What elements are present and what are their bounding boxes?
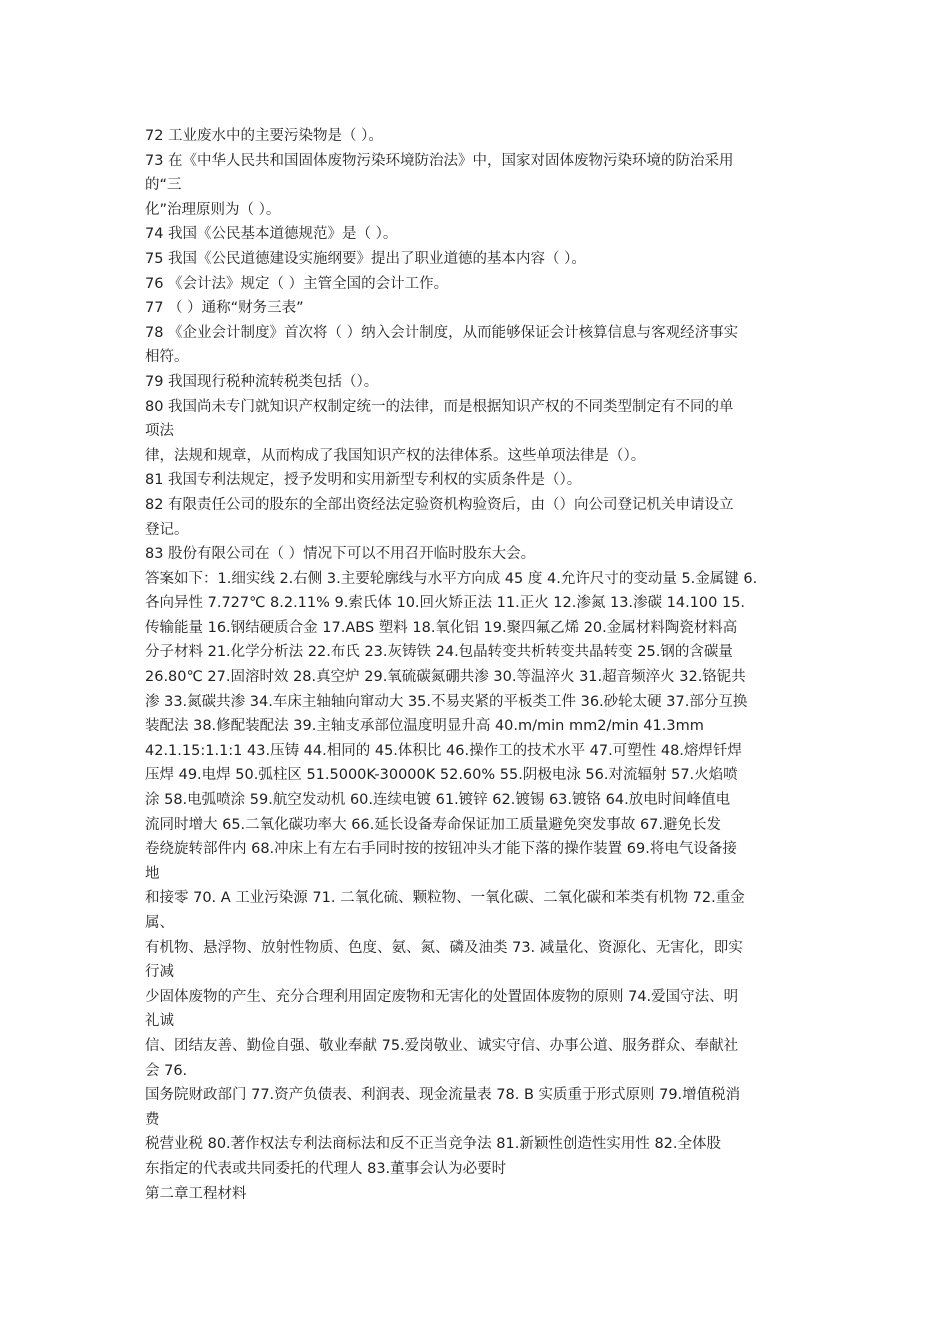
- answer-line: 会 76.: [145, 1062, 188, 1079]
- answer-line: 各向异性 7.727℃ 8.2.11% 9.索氏体 10.回火矫正法 11.正火 12.渗氮 13.渗碳 14.100 15.: [145, 595, 746, 612]
- answer-line: 属、: [145, 915, 174, 931]
- answer-line: 卷绕旋转部件内 68.冲床上有左右手同时按的按钮冲头才能下落的操作装置 69.将电气设备接: [145, 841, 737, 858]
- answer-line: 行减: [145, 964, 174, 981]
- text-line: 73 在《中华人民共和国固体废物污染环境防治法》中，国家对固体废物污染环境的防治采用: [145, 152, 734, 169]
- answer-line: 礼诚: [145, 1013, 174, 1030]
- answer-line: 流同时增大 65.二氧化碳功率大 66.延长设备寿命保证加工质量避免突发事故 67.避免长发: [145, 816, 722, 833]
- answer-line: 42.1.15:1.1:1 43.压铸 44.相同的 45.体积比 46.操作工的技术水平 47.可塑性 48.熔焊钎焊: [145, 742, 742, 759]
- answer-line: 26.80℃ 27.固溶时效 28.真空炉 29.氧硫碳氮硼共渗 30.等温淬火 31.超音频淬火 32.铬铌共: [145, 669, 746, 686]
- text-line: 82 有限责任公司的股东的全部出资经法定验资机构验资后，由（）向公司登记机关申请设立: [145, 496, 734, 513]
- text-line: 83 股份有限公司在（ ）情况下可以不用召开临时股东大会。: [145, 546, 536, 563]
- answer-line: 传输能量 16.钢结硬质合金 17.ABS 塑料 18.氧化铝 19.聚四氟乙烯 20.金属材料陶瓷材料高: [145, 619, 738, 636]
- text-line: 化”治理原则为（ ）。: [145, 201, 281, 218]
- text-line: 77 （ ）通称“财务三表”: [145, 300, 304, 317]
- answer-line: 少固体废物的产生、充分合理利用固定废物和无害化的处置固体废物的原则 74.爱国守法、明: [145, 988, 739, 1005]
- text-line: 75 我国《公民道德建设实施纲要》提出了职业道德的基本内容（ ）。: [145, 250, 586, 267]
- answer-line: 地: [145, 865, 160, 882]
- answer-line: 分子材料 21.化学分析法 22.布氏 23.灰铸铁 24.包晶转变共析转变共晶转变 25.钢的含碳量: [145, 644, 733, 661]
- answer-line: 答案如下：1.细实线 2.右侧 3.主要轮廓线与水平方向成 45 度 4.允许尺寸的变动量 5.金属键 6.: [145, 570, 758, 587]
- answer-line: 信、团结友善、勤俭自强、敬业奉献 75.爱岗敬业、诚实守信、办事公道、服务群众、奉献社: [145, 1037, 739, 1054]
- text-line: 登记。: [145, 521, 189, 538]
- answer-line: 有机物、悬浮物、放射性物质、色度、氨、氮、磷及油类 73. 减量化、资源化、无害化，即实: [145, 939, 743, 956]
- text-line: 项法: [145, 423, 174, 440]
- answer-line: 费: [145, 1111, 160, 1128]
- text-line: 72 工业废水中的主要污染物是（ ）。: [145, 128, 383, 144]
- text-line: 76 《会计法》规定（ ）主管全国的会计工作。: [145, 275, 449, 292]
- text-line: 相符。: [145, 349, 189, 366]
- text-line: 律，法规和规章，从而构成了我国知识产权的法律体系。这些单项法律是（）。: [145, 447, 646, 464]
- section-heading: 第二章工程材料: [145, 1185, 247, 1202]
- answer-line: 装配法 38.修配装配法 39.主轴支承部位温度明显升高 40.m/min mm2/min 41.3mm: [145, 718, 704, 735]
- answer-line: 压焊 49.电焊 50.弧柱区 51.5000K-30000K 52.60% 55.阴极电泳 56.对流辐射 57.火焰喷: [145, 767, 738, 784]
- text-line: 78 《企业会计制度》首次将（ ）纳入会计制度，从而能够保证会计核算信息与客观经济事实: [145, 324, 739, 341]
- text-line: 的“三: [145, 177, 182, 194]
- answer-line: 税营业税 80.著作权法专利法商标法和反不正当竞争法 81.新颖性创造性实用性 82.全体股: [145, 1136, 722, 1153]
- text-line: 80 我国尚未专门就知识产权制定统一的法律，而是根据知识产权的不同类型制定有不同的单: [145, 398, 734, 415]
- answer-line: 涂 58.电弧喷涂 59.航空发动机 60.连续电镀 61.镀锌 62.镀锡 63.镀铬 64.放电时间峰值电: [145, 792, 731, 809]
- answer-line: 国务院财政部门 77.资产负债表、利润表、现金流量表 78. B 实质重于形式原则 79.增值税消: [145, 1087, 741, 1104]
- answer-line: 和接零 70. A 工业污染源 71. 二氧化硫、颗粒物、一氧化碳、二氧化碳和苯类有机物 72.重金: [145, 890, 745, 907]
- answer-line: 东指定的代表或共同委托的代理人 83.董事会认为必要时: [145, 1160, 507, 1177]
- text-line: 74 我国《公民基本道德规范》是（ ）。: [145, 226, 398, 243]
- answer-line: 渗 33.氮碳共渗 34.车床主轴轴向窜动大 35.不易夹紧的平板类工件 36.砂轮太硬 37.部分互换: [145, 693, 748, 710]
- text-line: 81 我国专利法规定，授予发明和实用新型专利权的实质条件是（）。: [145, 472, 582, 489]
- text-line: 79 我国现行税种流转税类包括（）。: [145, 373, 379, 390]
